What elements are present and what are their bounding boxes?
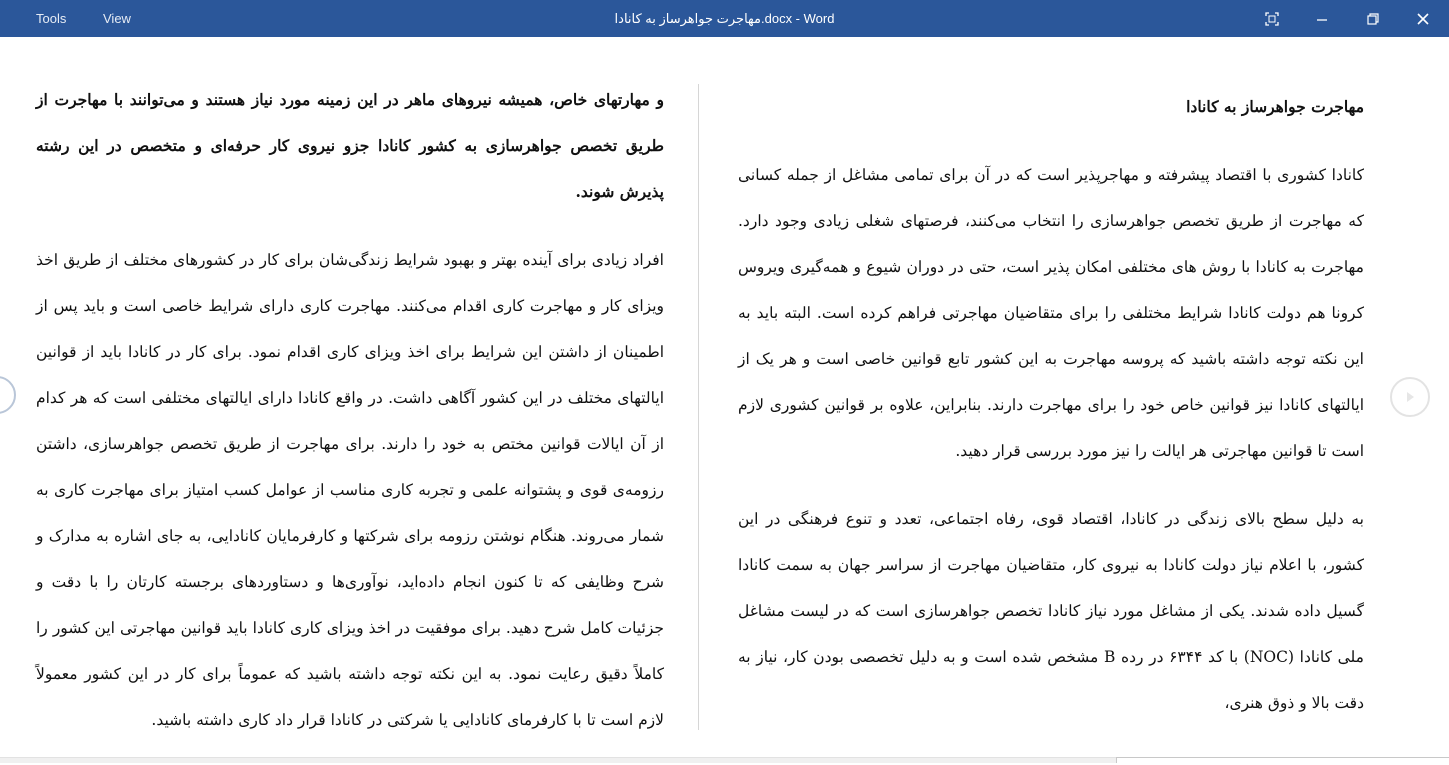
paragraph: به دلیل سطح بالای زندگی در کانادا، اقتصاد قوی، رفاه اجتماعی، تعدد و تنوع فرهنگی در این کشور، با اعلام نیاز دولت کانادا به نیروی کار، متقاضیان مهاجرت از سراسر جهان به سمت کانادا گسیل داده شدند. یکی از مشاغل مورد نیاز کانادا تخصص جواهرسازی است که در لیست مشاغل ملی کانادا (NOC) با کد ۶۳۴۴ در رده B مشخص شده است و به دلیل تخصصی بودن کار، نیاز به دقت بالا و ذوق هنری، xyxy=(738,510,1364,712)
minimize-button[interactable] xyxy=(1299,0,1345,37)
close-button[interactable] xyxy=(1400,0,1446,37)
right-column xyxy=(738,37,1364,748)
fullscreen-button[interactable] xyxy=(1249,0,1295,37)
next-page-button[interactable] xyxy=(1390,377,1430,417)
paragraph: کانادا کشوری با اقتصاد پیشرفته و مهاجرپذیر است که در آن برای تمامی مشاغل از جمله کسانی که مهاجرت از طریق تخصص جواهرسازی را انتخاب می‌کنند، فرصتهای شغلی زیادی وجود دارد. مهاجرت به کانادا با روش های مختلفی امکان پذیر است، حتی در دوران شیوع و همه‌گیری ویروس کرونا هم دولت کانادا شرایط مختلفی را برای متقاضیان مهاجرتی فراهم کرده است. البته باید به این نکته توجه داشته باشید که پروسه مهاجرت به این کشور تابع قوانین خاصی است و هر یک از ایالتهای کانادا نیز قوانین خاص خود را برای مهاجرت دارند. بنابراین، علاوه بر قوانین کشوری لازم است تا قوانین مهاجرتی هر ایالت را نیز مورد بررسی قرار دهید. xyxy=(738,166,1364,460)
column-divider xyxy=(698,84,699,730)
fullscreen-icon xyxy=(1265,12,1279,26)
status-box xyxy=(1116,757,1449,763)
restore-button[interactable] xyxy=(1350,0,1396,37)
paragraph: افراد زیادی برای آینده بهتر و بهبود شرایط زندگی‌شان برای کار در کشورهای مختلف از طریق اخذ ویزای کار و مهاجرت کاری اقدام می‌کنند. مهاجرت کاری دارای شرایط خاصی است و باید پس از اطمینان از داشتن این شرایط برای اخذ ویزای کاری اقدام نمود. برای کار در کانادا باید از قوانین ایالتهای مختلف در این کشور آگاهی داشت. در واقع کانادا دارای ایالتهای مختلفی است که هر کدام از آن ایالات قوانین مختص به خود را دارند. برای مهاجرت از طریق تخصص جواهرسازی، داشتن رزومه‌ی قوی و پشتوانه علمی و تجربه کاری مناسب از عوامل کسب امتیاز برای مهاجرت کاری به شمار می‌روند. هنگام نوشتن رزومه برای شرکتها و کارفرمایان کانادایی، به جای اشاره به مدارک و شرح وظایفی که تا کنون انجام داده‌اید، نوآوری‌ها و دستاوردهای برجسته کارتان را با دقت و جزئیات کامل شرح دهید. برای موفقیت در اخذ ویزای کاری کانادا باید قوانین مهاجرتی این کشور را کاملاً دقیق رعایت نمود. به این نکته توجه داشته باشید که عموماً برای کار در این کشور معمولاً لازم است تا با کارفرمای کانادایی یا شرکتی در کانادا قرار داد کاری داشته باشید. xyxy=(36,251,664,729)
document-heading: مهاجرت جواهرساز به کانادا xyxy=(1186,97,1364,116)
play-circle-icon xyxy=(1402,389,1418,405)
title-bar xyxy=(0,0,1449,37)
menu-view[interactable]: View xyxy=(103,11,131,26)
left-column xyxy=(36,37,664,765)
paragraph: و مهارتهای خاص، همیشه نیروهای ماهر در این زمینه مورد نیاز هستند و می‌توانند با مهاجرت از طریق تخصص جواهرسازی به کشور کانادا جزو نیروی کار حرفه‌ای و متخصص در این رشته پذیرش شوند. xyxy=(36,90,664,201)
restore-icon xyxy=(1367,13,1379,25)
window-title: مهاجرت جواهرساز به کانادا.docx - Word xyxy=(614,11,835,26)
close-icon xyxy=(1417,13,1429,25)
minimize-icon xyxy=(1316,13,1328,25)
menu-tools[interactable]: Tools xyxy=(36,11,67,26)
